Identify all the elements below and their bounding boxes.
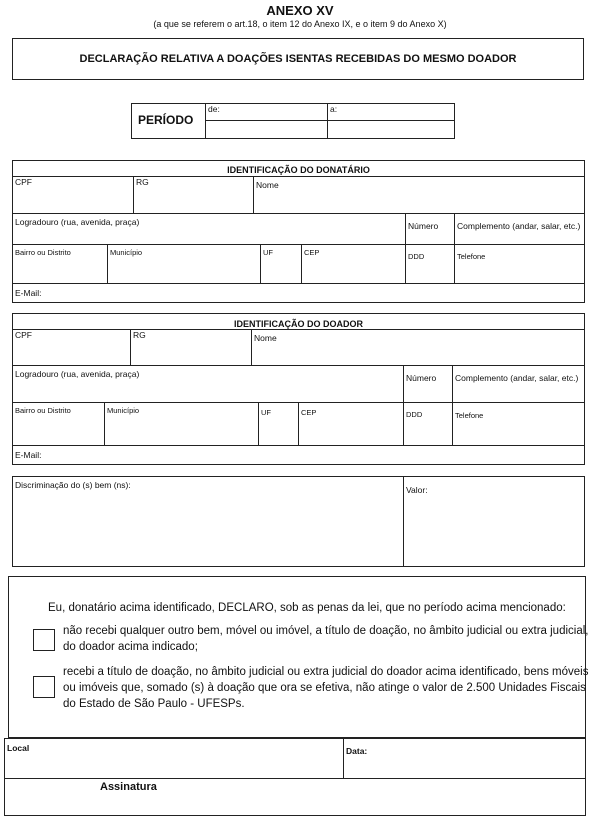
assinatura-field[interactable] <box>5 779 585 815</box>
donatario-logradouro-field[interactable] <box>12 213 406 245</box>
donatario-municipio-field[interactable] <box>107 244 261 284</box>
doador-bairro-label: Bairro ou Distrito <box>15 406 71 415</box>
donatario-cep-label: CEP <box>304 248 320 257</box>
declaration-title: DECLARAÇÃO RELATIVA A DOAÇÕES ISENTAS RECEBIDAS DO MESMO DOADOR <box>79 53 517 65</box>
valor-label: Valor: <box>406 485 428 495</box>
option2-checkbox[interactable] <box>33 676 55 698</box>
doador-rg-field[interactable] <box>130 329 252 366</box>
donatario-uf-field[interactable] <box>260 244 302 284</box>
donatario-municipio-label: Município <box>110 248 143 257</box>
option1-checkbox[interactable] <box>33 629 55 651</box>
donatario-cpf-label: CPF <box>15 177 32 187</box>
option2-line3: do Estado de São Paulo - UFESPs. <box>63 698 245 710</box>
donatario-ddd-label: DDD <box>408 252 425 261</box>
bens-field[interactable] <box>12 476 404 567</box>
doador-cpf-field[interactable] <box>12 329 131 366</box>
data-label: Data: <box>346 746 368 756</box>
donatario-rg-label: RG <box>136 177 149 187</box>
doador-municipio-field[interactable] <box>104 402 259 446</box>
donatario-nome-label: Nome <box>256 180 279 190</box>
doador-numero-label: Número <box>406 373 437 383</box>
doador-ddd-field[interactable] <box>403 402 453 446</box>
page-subtitle: (a que se referem o art.18, o item 12 do Anexo IX, e o item 9 do Anexo X) <box>153 19 447 29</box>
donatario-rg-field[interactable] <box>133 176 254 214</box>
donatario-cep-field[interactable] <box>301 244 406 284</box>
donatario-email-label: E-Mail: <box>15 288 42 298</box>
valor-field[interactable] <box>403 476 585 567</box>
donatario-numero-field[interactable] <box>405 213 455 245</box>
option1-text <box>63 623 589 655</box>
doador-bairro-field[interactable] <box>12 402 105 446</box>
period-to-label: a: <box>330 104 338 114</box>
period-from-field[interactable] <box>205 103 328 121</box>
bens-label: Discriminação do (s) bem (ns): <box>15 480 131 490</box>
doador-email-label: E-Mail: <box>15 450 42 460</box>
period-to-field-lower[interactable] <box>327 120 455 139</box>
donatario-title: IDENTIFICAÇÃO DO DONATÁRIO <box>227 165 370 175</box>
donatario-complemento-label: Complemento (andar, salar, etc.) <box>457 221 581 231</box>
local-label: Local <box>7 743 30 753</box>
doador-logradouro-field[interactable] <box>12 365 404 403</box>
doador-title: IDENTIFICAÇÃO DO DOADOR <box>234 319 363 329</box>
donatario-uf-label: UF <box>263 248 273 257</box>
donatario-complemento-field[interactable] <box>454 213 585 245</box>
period-from-label: de: <box>208 104 220 114</box>
doador-complemento-label: Complemento (andar, salar, etc.) <box>455 373 579 383</box>
doador-ddd-label: DDD <box>406 410 423 419</box>
option1-line1: não recebi qualquer outro bem, móvel ou imóvel, a título de doação, no âmbito judicial ou extra judicial, <box>63 625 589 637</box>
assinatura-label: Assinatura <box>100 781 157 793</box>
doador-logradouro-label: Logradouro (rua, avenida, praça) <box>15 369 140 379</box>
donatario-numero-label: Número <box>408 221 439 231</box>
doador-cep-field[interactable] <box>298 402 404 446</box>
option2-line2: ou imóveis que, somado (s) à doação que ora se efetiva, não atinge o valor de 2.500 Unidades Fiscais <box>63 682 586 694</box>
data-field[interactable] <box>343 738 586 779</box>
doador-rg-label: RG <box>133 330 146 340</box>
doador-cep-label: CEP <box>301 408 317 417</box>
doador-telefone-label: Telefone <box>455 411 484 420</box>
declaration-title-box <box>12 38 584 80</box>
donatario-bairro-field[interactable] <box>12 244 108 284</box>
donatario-email-field[interactable] <box>12 283 585 303</box>
donatario-ddd-field[interactable] <box>405 244 455 284</box>
option2-line1: recebi a título de doação, no âmbito judicial ou extra judicial do doador acima identificado, bens móveis <box>63 666 589 678</box>
period-label: PERÍODO <box>138 113 194 127</box>
doador-telefone-field[interactable] <box>452 402 585 446</box>
doador-nome-label: Nome <box>254 333 277 343</box>
donatario-telefone-label: Telefone <box>457 252 486 261</box>
declaracao-intro: Eu, donatário acima identificado, DECLARO, sob as penas da lei, que no período acima mencionado: <box>48 602 566 614</box>
doador-uf-label: UF <box>261 408 271 417</box>
doador-numero-field[interactable] <box>403 365 453 403</box>
donatario-telefone-field[interactable] <box>454 244 585 284</box>
doador-email-field[interactable] <box>12 445 585 465</box>
doador-cpf-label: CPF <box>15 330 32 340</box>
donatario-cpf-field[interactable] <box>12 176 134 214</box>
doador-municipio-label: Município <box>107 406 140 415</box>
local-field[interactable] <box>4 738 344 779</box>
period-from-field-lower[interactable] <box>205 120 328 139</box>
option1-line2: do doador acima indicado; <box>63 641 198 653</box>
doador-nome-field[interactable] <box>251 329 585 366</box>
donatario-nome-field[interactable] <box>253 176 585 214</box>
doador-uf-field[interactable] <box>258 402 299 446</box>
period-to-field[interactable] <box>327 103 455 121</box>
page-title: ANEXO XV <box>266 3 334 18</box>
donatario-bairro-label: Bairro ou Distrito <box>15 248 71 257</box>
option2-text <box>63 664 589 712</box>
doador-complemento-field[interactable] <box>452 365 585 403</box>
donatario-logradouro-label: Logradouro (rua, avenida, praça) <box>15 217 140 227</box>
period-label-cell <box>131 103 206 139</box>
